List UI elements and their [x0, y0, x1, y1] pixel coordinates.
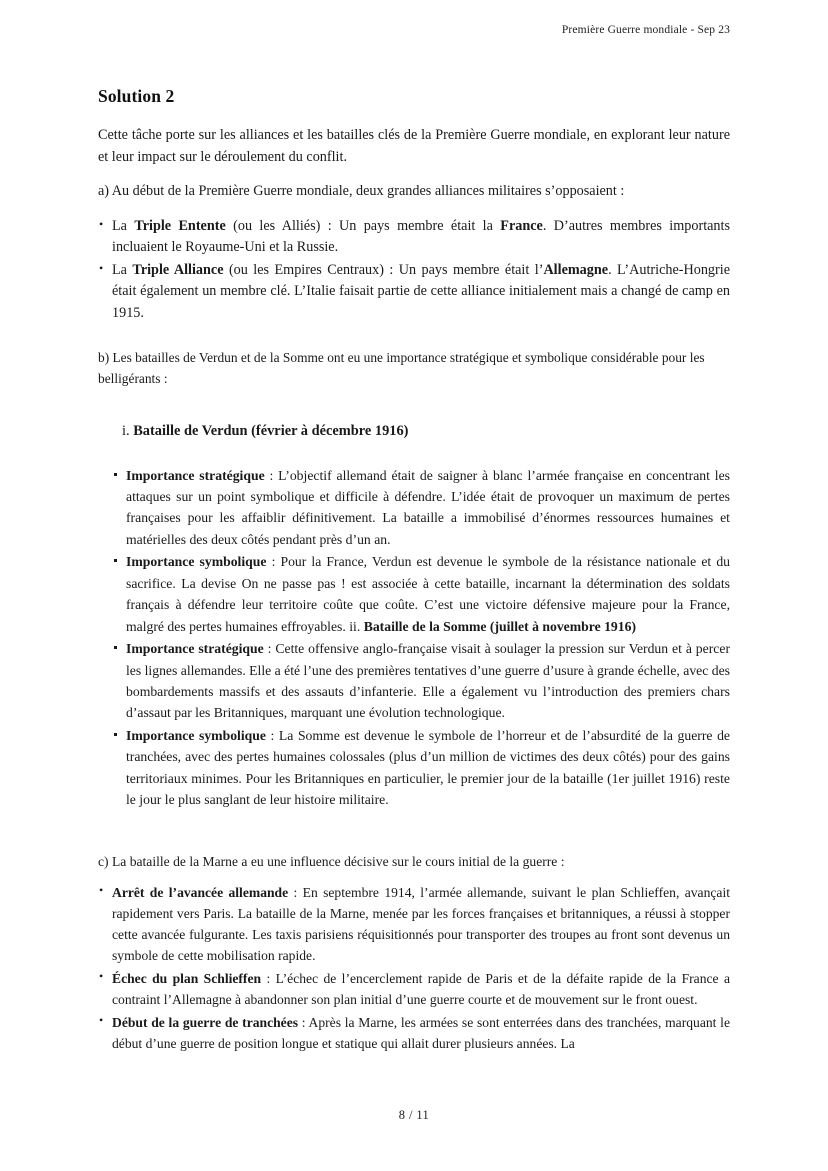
section-b-lead: b) Les batailles de Verdun et de la Somme ont eu une importance stratégique et symbolique considérable pour les belligérants :	[98, 349, 705, 386]
item-text: : Après la Marne, les armées se sont enterrées dans des tranchées, marquant le début d’une guerre de position longue et statique qui allait durer plusieurs années. La	[112, 1015, 730, 1052]
page-title: Solution 2	[98, 86, 175, 106]
list-item	[98, 1012, 730, 1054]
section-a-list	[98, 216, 730, 325]
item-bold: Importance symbolique	[126, 554, 267, 570]
subsection-heading-text: Bataille de Verdun (février à décembre 1916)	[133, 422, 409, 439]
section-c	[98, 851, 730, 1055]
item-pre: La	[112, 261, 133, 278]
item-text: : L’échec de l’encerclement rapide de Paris et de la défaite rapide de la France a contraint l’Allemagne à abandonner son plan initial d’une guerre courte et de mouvement sur le front ouest.	[112, 970, 730, 1007]
subsection-number: i.	[122, 422, 134, 439]
section-a-lead: a) Au début de la Première Guerre mondiale, deux grandes alliances militaires s’opposaient :	[98, 183, 625, 200]
list-item	[112, 638, 730, 724]
item-text: : Cette offensive anglo-française visait à soulager la pression sur Verdun et à percer les lignes allemandes. Elle a été l’une des premières tentatives d’une guerre d’usure à grande échelle, avec des bombardements massifs et des assauts d’infanterie. Elle a également vu l’introduction des premiers chars d’assaut par les Britanniques, marquant une évolution technologique.	[126, 641, 730, 721]
section-c-lead: c) La bataille de la Marne a eu une influence décisive sur le cours initial de la guerre :	[98, 853, 565, 869]
item-text: : En septembre 1914, l’armée allemande, suivant le plan Schlieffen, avançait rapidement vers Paris. La bataille de la Marne, menée par les forces françaises et britanniques, a réussi à stopper cette avancée fulgurante. Les taxis parisiens réquisitionnés pour transporter des troupes au front sont devenus un symbole de cette mobilisation rapide.	[112, 884, 730, 963]
item-bold: Importance symbolique	[126, 727, 266, 743]
item-trailing-heading: Bataille de la Somme (juillet à novembre 1916)	[363, 618, 637, 634]
list-item	[98, 260, 730, 325]
list-item	[112, 551, 730, 637]
item-text: : L’objectif allemand était de saigner à blanc l’armée française en concentrant les attaques sur un point symbolique et difficile à défendre. L’idée était de provoquer un maximum de pertes françaises pour les affaiblir définitivement. La bataille a immobilisé d’énormes ressources humaines et matérielles des deux côtés pendant près d’un an.	[126, 467, 731, 547]
item-bold: Triple Entente	[134, 217, 226, 234]
item-bold-2: France	[500, 217, 543, 234]
item-bold: Importance stratégique	[126, 467, 265, 483]
intro-paragraph: Cette tâche porte sur les alliances et les batailles clés de la Première Guerre mondiale, en explorant leur nature et leur impact sur le déroulement du conflit.	[98, 127, 730, 165]
item-bold: Arrêt de l’avancée allemande	[112, 884, 289, 900]
item-bold-2: Allemagne	[543, 261, 609, 278]
section-b-list	[98, 465, 730, 811]
document-body	[98, 86, 730, 1056]
list-item	[98, 968, 730, 1010]
item-bold: Début de la guerre de tranchées	[112, 1015, 299, 1031]
running-header	[98, 24, 730, 36]
item-bold: Échec du plan Schlieffen	[112, 970, 262, 986]
item-text: : La Somme est devenue le symbole de l’horreur et de l’absurdité de la guerre de tranchées, avec des pertes humaines colossales (plus d’un million de victimes des deux côtés) pour des gains territoriaux minimes. Pour les Britanniques en particulier, le premier jour de la bataille (1er juillet 1916) reste le jour le plus sanglant de leur histoire militaire.	[126, 727, 730, 808]
item-post-2: . L’Autriche-Hongrie était également un membre clé. L’Italie faisait partie de cette alliance initialement mais a changé de camp en 1915.	[112, 261, 730, 322]
item-post-2: . D’autres membres importants incluaient le Royaume-Uni et la Russie.	[112, 217, 730, 256]
item-text: : Pour la France, Verdun est devenue le symbole de la résistance nationale et du sacrifice. La devise On ne passe pas ! est associée à cette bataille, incarnant la détermination des soldats français à défendre leur territoire coûte que coûte. C’est une victoire défensive majeure pour la France, malgré des pertes humaines effroyables. ii.	[126, 554, 731, 634]
item-pre: La	[112, 217, 135, 234]
running-header-text: Première Guerre mondiale - Sep 23	[561, 24, 730, 36]
list-item	[98, 882, 730, 966]
page-footer	[0, 1108, 828, 1123]
list-item	[112, 725, 730, 811]
item-bold: Importance stratégique	[126, 641, 264, 657]
item-post: (ou les Empires Centraux) : Un pays membre était l’	[223, 261, 544, 278]
subsection-heading-verdun	[98, 421, 730, 443]
item-bold: Triple Alliance	[132, 261, 224, 278]
section-c-list	[98, 882, 730, 1055]
item-post: (ou les Alliés) : Un pays membre était la	[225, 217, 501, 234]
list-item	[98, 216, 730, 259]
page-number: 8 / 11	[398, 1108, 430, 1122]
list-item	[112, 465, 730, 551]
